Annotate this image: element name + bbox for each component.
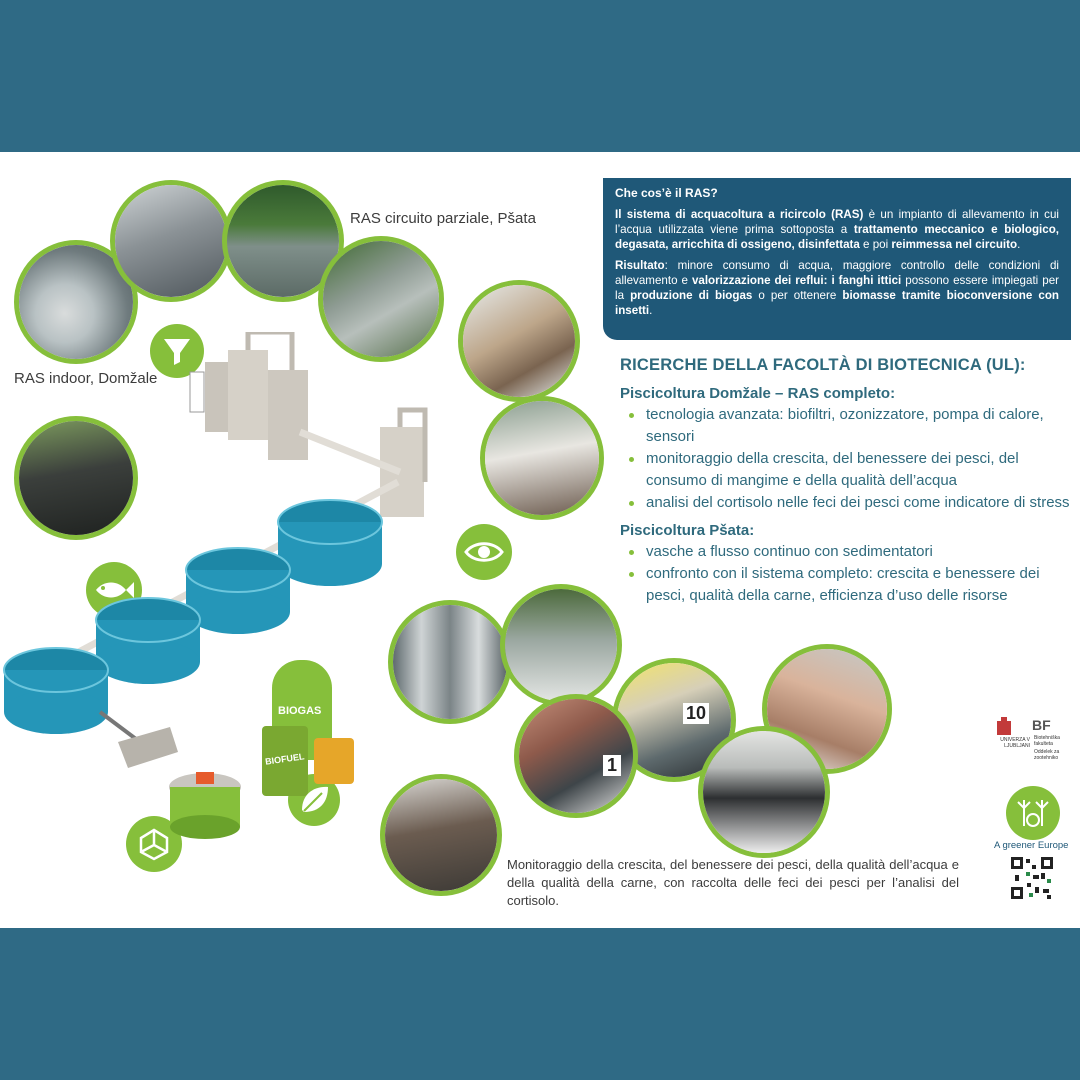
caption-ras-partial: RAS circuito parziale, Pšata [350, 210, 536, 227]
fuel-canister [314, 738, 354, 784]
photo-fish-head [514, 694, 638, 818]
domzale-list [620, 404, 1070, 514]
fish-tank [96, 598, 200, 684]
list-item: vasche a flusso continuo con sedimentatori [646, 541, 1070, 563]
photo-fish-tail [458, 280, 580, 402]
tag-number-1: 1 [603, 755, 621, 776]
research-section [620, 356, 1070, 607]
research-title: RICERCHE DELLA FACOLTÀ DI BIOTECNICA (UL): [620, 356, 1026, 374]
digester [169, 772, 241, 839]
greener-europe-icon [1006, 786, 1060, 840]
qr-code[interactable] [1011, 857, 1053, 899]
faculty-name: Biotehniška fakulteta [1034, 735, 1060, 747]
bf-mark: BF [1032, 717, 1051, 733]
photo-outdoor-worker [500, 584, 622, 706]
fish-tank [4, 648, 108, 734]
greener-europe-label: A greener Europe [994, 840, 1069, 851]
photo-fish-filleting [698, 726, 830, 858]
biogas-label: BIOGAS [278, 705, 322, 717]
fish-tank [278, 500, 382, 586]
list-item: tecnologia avanzata: biofiltri, ozonizzatore, pompa di calore, sensori [646, 404, 1070, 448]
list-item: confronto con il sistema completo: crescita e benessere dei pesci, qualità della carne, efficienza d’uso delle risorse [646, 563, 1070, 607]
photo-indoor-room [110, 180, 232, 302]
crest-icon [994, 717, 1014, 737]
list-item: analisi del cortisolo nelle feci dei pesci come indicatore di stress [646, 492, 1070, 514]
photo-lab-team [380, 774, 502, 896]
psata-title: Piscicoltura Pšata: [620, 522, 755, 539]
university-name: UNIVERZA V LJUBLJANI [1000, 737, 1030, 749]
caption-ras-indoor: RAS indoor, Domžale [14, 370, 158, 387]
biofuel-drum [262, 726, 308, 796]
poster-panel [0, 152, 1080, 928]
info-paragraph-2: Risultato: minore consumo di acqua, maggiore controllo delle condizioni di allevamento e valorizzazione dei reflui: i fanghi ittici possono essere impiegati per la produzione di biogas o per ottenere biomasse tramite bioconversione con insetti. [615, 259, 1060, 317]
info-question: Che cos’è il RAS? [615, 186, 718, 200]
caption-monitoring: Monitoraggio della crescita, del benessere dei pesci, della qualità dell’acqua e della qualità della carne, con raccolta delle feci dei pesci per l’analisi del cortisolo. [507, 857, 959, 908]
ras-info-box [603, 178, 1071, 340]
domzale-title: Piscicoltura Domžale – RAS completo: [620, 385, 896, 402]
university-logo [992, 715, 1074, 765]
photo-researchers [480, 396, 604, 520]
department-name: Oddelek za zootehniko [1034, 749, 1060, 761]
photo-fish-tray [388, 600, 512, 724]
biofuel-label: BIOFUEL [264, 751, 306, 767]
list-item: monitoraggio della crescita, del benessere dei pesci, del consumo di mangime e della qualità dell’acqua [646, 448, 1070, 492]
fish-tank [186, 548, 290, 634]
tag-number-10: 10 [683, 703, 709, 724]
info-paragraph-1: Il sistema di acquacoltura a ricircolo (RAS) è un impianto di allevamento in cui l’acqua utilizzata viene prima sottoposta a trattamento meccanico e biologico, degasata, arricchita di ossigeno, disinfettata e poi reimmessa nel circuito. [615, 208, 1060, 251]
psata-list [620, 541, 1070, 607]
